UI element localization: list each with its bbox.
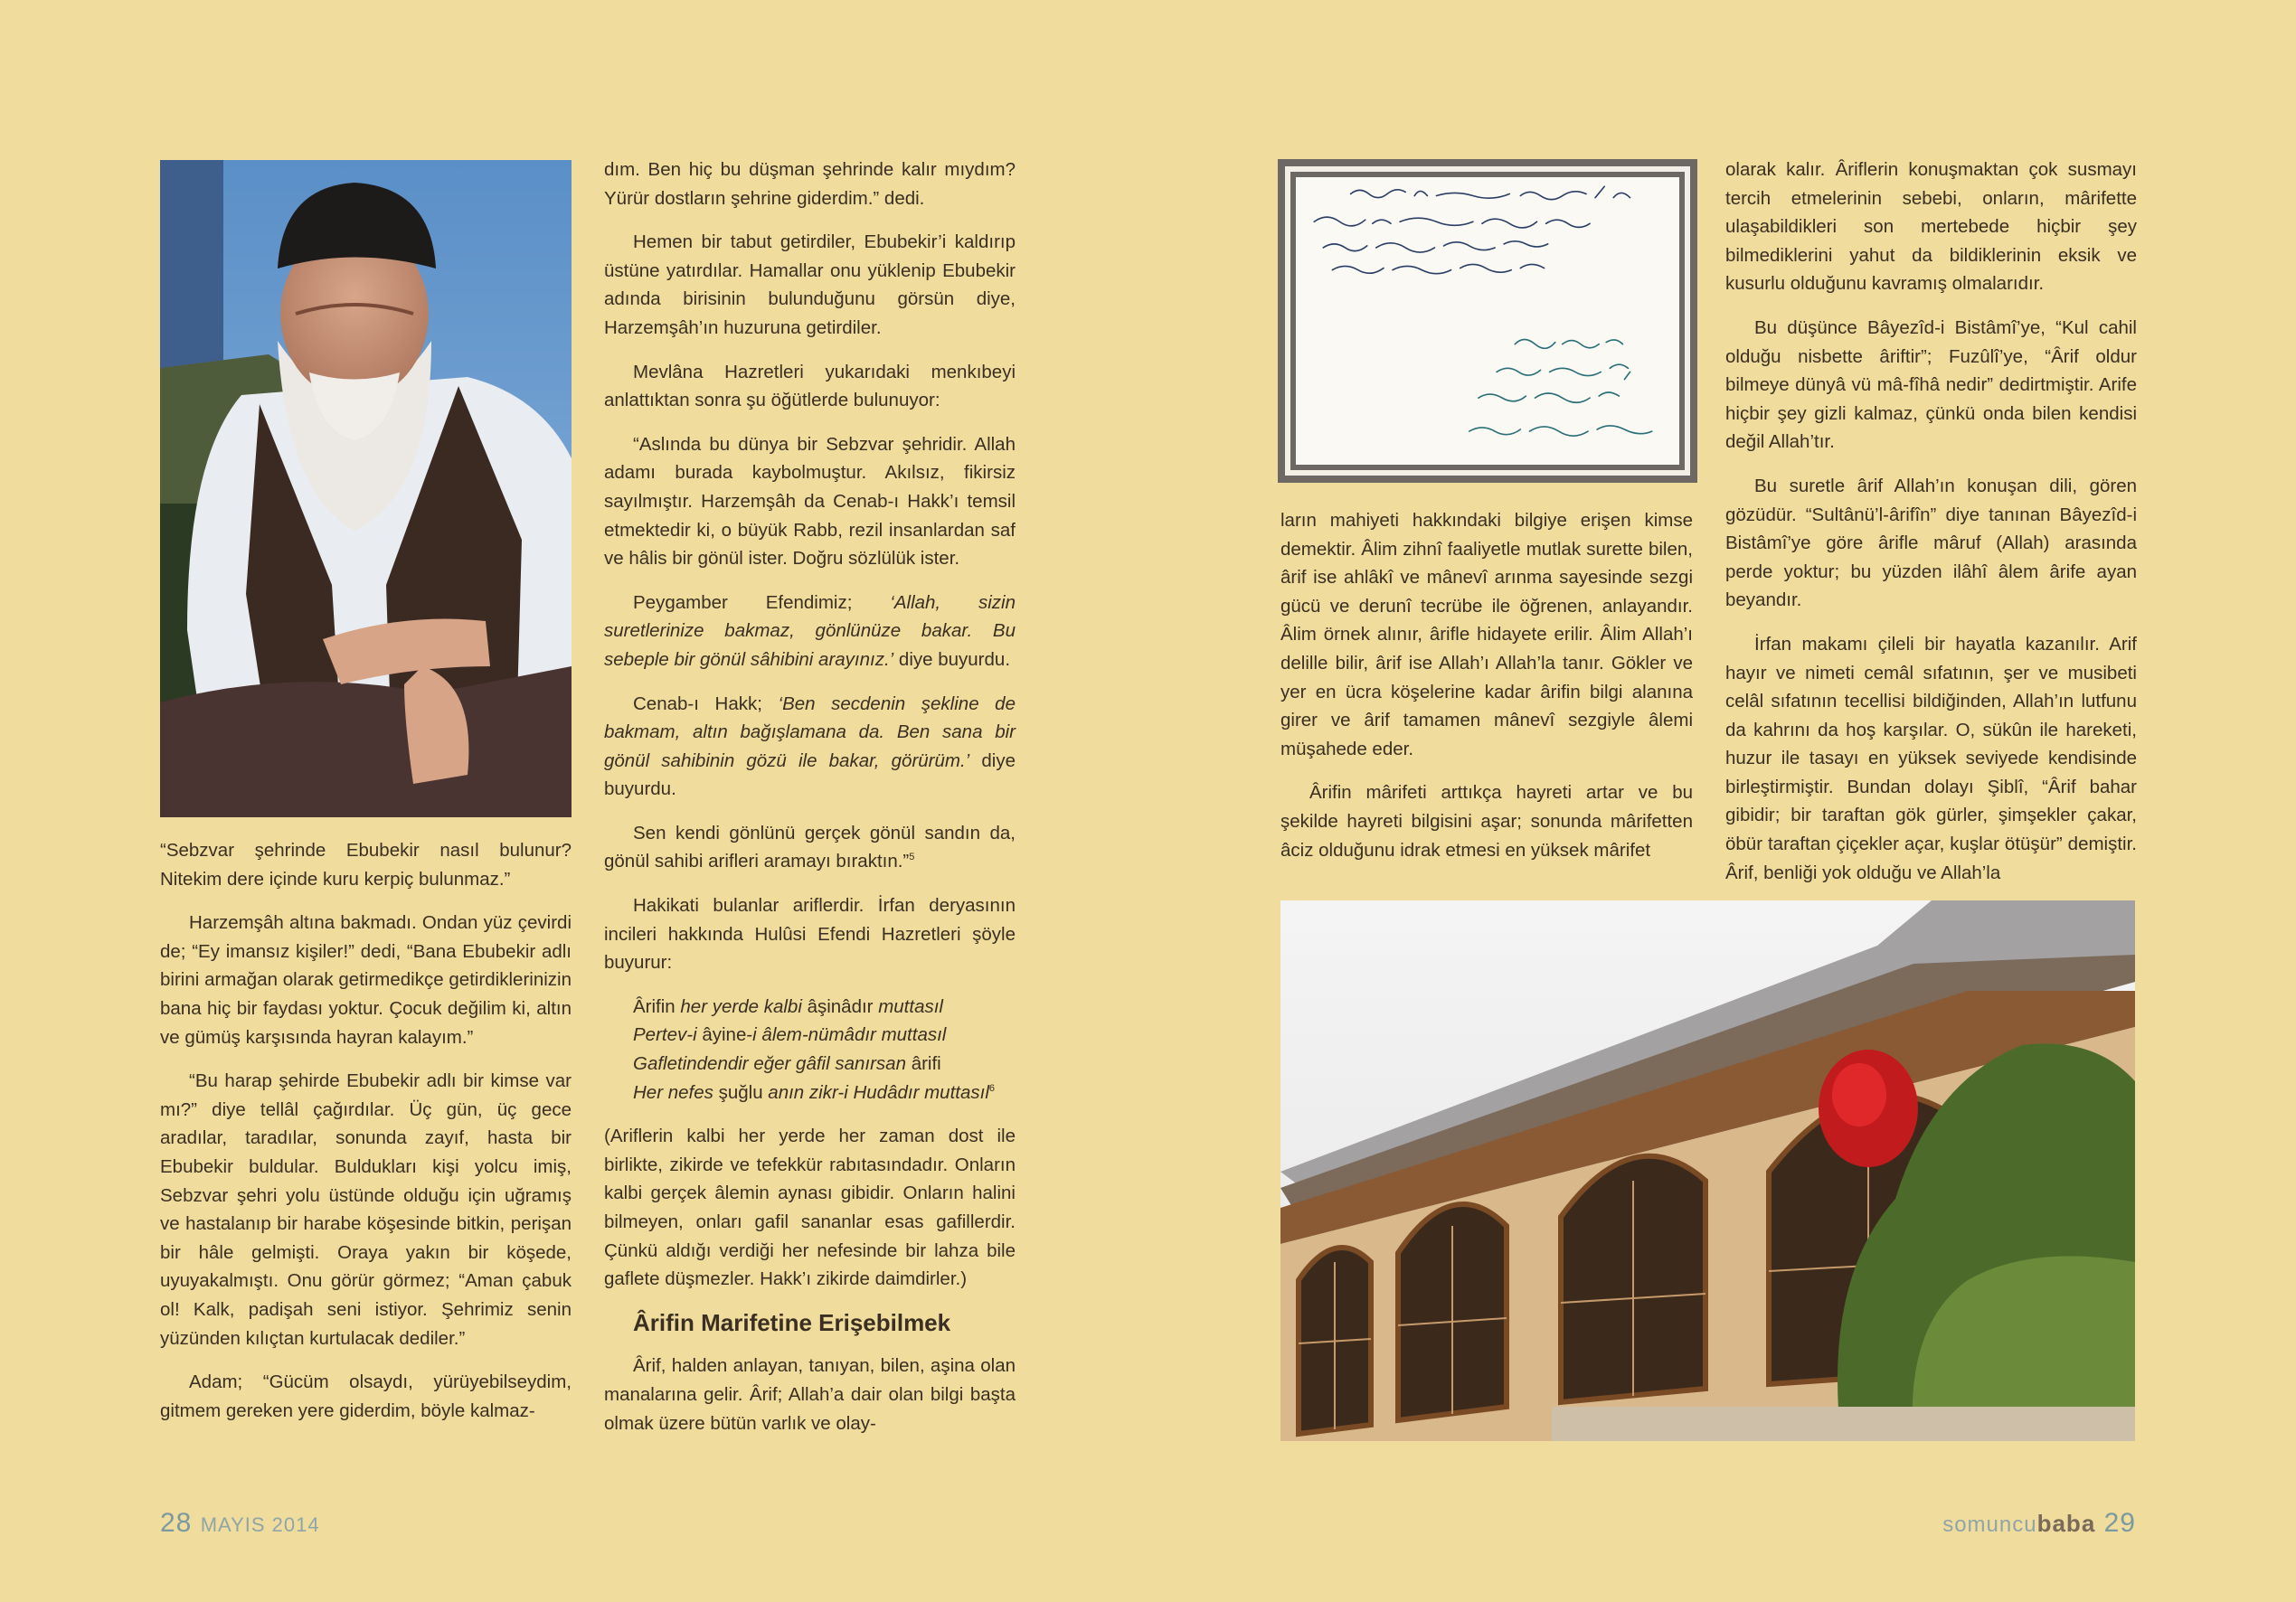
- body-paragraph: [604, 589, 1016, 674]
- poem-line: Pertev-i âyine-i âlem-nümâdır muttasıl: [633, 1024, 947, 1046]
- quote-paragraph: “Sebzvar şehrinde Ebubekir nasıl bulunur? Nitekim dere içinde kuru kerpiç bulunmaz.”: [160, 840, 572, 890]
- folio-left: [160, 1508, 320, 1539]
- column-4: [1725, 155, 2137, 902]
- footnote-ref: 5: [909, 852, 915, 863]
- text-span: Cenab-ı Hakk;: [633, 693, 779, 714]
- issue-date: MAYIS 2014: [200, 1513, 320, 1536]
- column-1: [160, 836, 572, 1440]
- body-paragraph: Mevlâna Hazretleri yukarıdaki menkıbeyi anlattıktan sonra şu öğütlerde bulunuyor:: [604, 361, 1016, 411]
- body-paragraph: Bu düşünce Bâyezîd-i Bistâmî’ye, “Kul cahil olduğu nisbette âriftir”; Fuzûlî’ye, “Ârif oldur bilmeye dünyâ vü mâ-fîhâ nedir” dedirtmiştir. Arife hiçbir şey gizli kalmaz, çünkü onda bilen kendisi değil Allah’tır.: [1725, 316, 2137, 453]
- poem-line: Her nefes şuğlu anın zikr-i Hudâdır muttasıl$^6$: [633, 1081, 996, 1103]
- body-paragraph: Hemen bir tabut getirdiler, Ebubekir’i kaldırıp üstüne yatırdılar. Hamallar onu yüklenip Ebubekir adında birisinin bulunduğunu görsün diye, Harzemşâh’ın huzuruna getirdiler.: [604, 231, 1016, 338]
- body-paragraph: Ârifin mârifeti arttıkça hayreti artar ve bu şekilde hayreti bilgisini aşar; sonunda mârifetten âciz olduğunu idrak etmesi en yüksek mârifet: [1280, 782, 1693, 861]
- hadith-quote: ‘Allah, sizin suretlerinize bakmaz, gönlünüze bakar. Bu sebeple bir gönül sâhibini arayınız.’: [604, 591, 1016, 670]
- portrait-photo: [160, 160, 572, 817]
- body-paragraph: “Aslında bu dünya bir Sebzvar şehridir. Allah adamı burada kaybolmuştur. Akılsız, fikirsiz sayılmıştır. Harzemşâh da Cenab-ı Hakk’ı temsil etmektedir ki, o büyük Rabb, rezil insanlardan saf ve hâlis bir gönül ister. Doğru sözlülük ister.: [604, 433, 1016, 570]
- footnote-ref: 6: [988, 1082, 996, 1094]
- poem-line: Gafletindendir eğer gâfil sanırsan ârifi: [633, 1053, 941, 1075]
- body-paragraph: ların mahiyeti hakkındaki bilgiye erişen kimse demektir. Âlim zihnî faaliyetle mutlak surette bilen, ârif ise ahlâkî ve mânevî arınma sayesinde sezgi gücü ve derunî tecrübe ile öğrenen, anlayandır. Âlim örnek alınır, ârifle hidayete erilir. Âlim Allah’ı delille bilir, ârif ise Allah’ı Allah’la tanır. Gökler ve yer en ücra köşelerine kadar ârifin bilgi alanına girer ve ârif tamamen mânevî sezgiyle âlemi müşahede eder.: [1280, 510, 1693, 759]
- poem-block: [633, 993, 1016, 1107]
- body-paragraph: Bu suretle ârif Allah’ın konuşan dili, gören gözüdür. “Sultânü’l-ârifîn” diye tanınan Bâyezîd-i Bistâmî’ye göre ârifle mâruf (Allah) arasında perde yoktur; bu yüzden ilâhî âlem ârife ayan beyandır.: [1725, 475, 2137, 611]
- divine-quote: ‘Ben secdenin şekline de bakmam, altın bağışlamana da. Ben sana bir gönül sahibinin gözü ile bakar, görürüm.’: [604, 693, 1016, 771]
- page-number: 29: [2103, 1508, 2136, 1538]
- folio-right: [1942, 1508, 2136, 1539]
- body-paragraph: (Ariflerin kalbi her yerde her zaman dost ile birlikte, zikirde ve tefekkür rabıtasındadır. Onların kalbi gerçek âlemin aynası gibidir. Onların halini bilmeyen, onları gafil sananlar esas gafillerdir. Çünkü aldığı verdiği her nefesinde bir lahza bile gaflete düşmezler. Hakk’ı zikirde daimdirler.): [604, 1126, 1016, 1290]
- body-paragraph: [604, 690, 1016, 804]
- page-number: 28: [160, 1508, 193, 1538]
- building-photo: [1280, 900, 2135, 1441]
- body-paragraph: [604, 819, 1016, 876]
- body-paragraph: Harzemşâh altına bakmadı. Ondan yüz çevirdi de; “Ey imansız kişiler!” dedi, “Bana Ebubekir adlı birini armağan olarak getirmedikçe getirdiklerinizin bana hiç bir faydası yoktur. Çocuk değilim ki, altın ve gümüş karşısında hayran kalayım.”: [160, 912, 572, 1048]
- handwritten-calligraphy: [1290, 172, 1685, 470]
- magazine-brand-part2: baba: [2036, 1510, 2096, 1537]
- body-paragraph: Hakikati bulanlar ariflerdir. İrfan deryasının incileri hakkında Hulûsi Efendi Hazretleri şöyle buyurur:: [604, 895, 1016, 974]
- calligraphy-frame: [1278, 159, 1697, 483]
- poem-line: Ârifin her yerde kalbi âşinâdır muttasıl: [633, 995, 943, 1017]
- body-paragraph: Ârif, halden anlayan, tanıyan, bilen, aşina olan manalarına gelir. Ârif; Allah’a dair olan bilgi başta olmak üzere bütün varlık ve olay-: [604, 1355, 1016, 1434]
- body-paragraph: dım. Ben hiç bu düşman şehrinde kalır mıydım? Yürür dostların şehrine giderdim.” dedi.: [604, 159, 1016, 209]
- column-3: [1280, 506, 1693, 880]
- text-span: Peygamber Efendimiz;: [633, 591, 891, 613]
- body-paragraph: Adam; “Gücüm olsaydı, yürüyebilseydim, gitmem gereken yere giderdim, böyle kalmaz-: [160, 1371, 572, 1421]
- text-span: Sen kendi gönlünü gerçek gönül sandın da, gönül sahibi arifleri aramayı bıraktın.”: [604, 822, 1016, 872]
- text-span: diye buyurdu.: [893, 648, 1011, 670]
- magazine-brand-part1: somuncu: [1942, 1512, 2037, 1537]
- text-span: diye buyurdu.: [604, 749, 1016, 800]
- section-heading: Ârifin Marifetine Erişebilmek: [633, 1308, 951, 1336]
- column-2: [604, 155, 1016, 1453]
- body-paragraph: olarak kalır. Âriflerin konuşmaktan çok susmayı tercih etmelerinin sebebi, onların, mârifette ulaşabildikleri son mertebede hiçbir şey bilmediklerini yahut da bildiklerinin eksik ve kusurlu olduğunu kavramış olmalarıdır.: [1725, 159, 2137, 295]
- body-paragraph: “Bu harap şehirde Ebubekir adlı bir kimse var mı?” diye tellâl çağırdılar. Üç gün, üç gece aradılar, taradılar, sonunda zayıf, hasta bir Ebubekir buldular. Buldukları kişi yolcu imiş, Sebzvar şehri yolu üstünde olduğu için uğramış ve hastalanıp bir harabe köşesinde bitkin, perişan bir hâle gelmişti. Oraya yakın bir köşede, uyuyakalmıştı. Onu görür görmez; “Aman çabuk ol! Kalk, padişah seni istiyor. Şehrimiz senin yüzünden kılıçtan kurtulacak dediler.”: [160, 1070, 572, 1349]
- body-paragraph: İrfan makamı çileli bir hayatla kazanılır. Arif hayır ve nimeti cemâl sıfatının, şer ve musibeti celâl sıfatının tecellisi bildiğinden, Allah’ın lutfunu da kahrını da hoş karşılar. O, sükûn ile hareketi, huzur ile tasayı en yüksek seviyede kendisinde birleştirmiştir. Bundan dolayı Şiblî, “Ârif bahar gibidir; bir taraftan gök gürler, şimşekler çakar, öbür taraftan çiçekler açar, kuşlar ötüşür” demiştir. Ârif, benliği yok olduğu ve Allah’la: [1725, 633, 2137, 883]
